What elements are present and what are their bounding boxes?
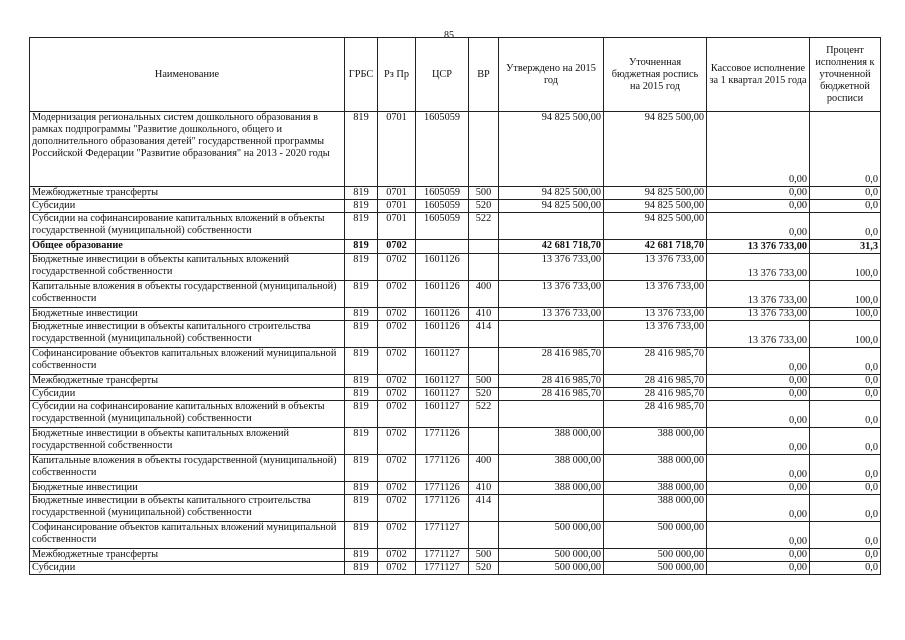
cell-grbs: 819 <box>345 401 378 428</box>
table-row <box>30 428 881 455</box>
cell-name: Софинансирование объектов капитальных вложений муниципальной собственности <box>30 522 345 549</box>
cell-csr: 1605059 <box>416 112 469 187</box>
cell-approved: 388 000,00 <box>499 428 604 455</box>
cell-percent: 100,0 <box>810 321 881 348</box>
cell-percent: 0,0 <box>810 388 881 401</box>
table-row <box>30 562 881 575</box>
cell-refined: 13 376 733,00 <box>604 321 707 348</box>
cell-csr: 1601127 <box>416 401 469 428</box>
cell-refined: 28 416 985,70 <box>604 375 707 388</box>
cell-rzpr: 0702 <box>378 254 416 281</box>
cell-vr <box>469 112 499 187</box>
cell-grbs: 819 <box>345 254 378 281</box>
cell-rzpr: 0702 <box>378 240 416 254</box>
table-row <box>30 200 881 213</box>
table-row <box>30 401 881 428</box>
cell-vr: 500 <box>469 187 499 200</box>
cell-vr: 500 <box>469 375 499 388</box>
table-row <box>30 254 881 281</box>
cell-refined: 388 000,00 <box>604 455 707 482</box>
header-cash: Кассовое исполнение за 1 квартал 2015 года <box>707 38 810 112</box>
cell-name: Бюджетные инвестиции в объекты капитальных вложений государственной собственности <box>30 254 345 281</box>
cell-vr: 410 <box>469 308 499 321</box>
cell-refined: 500 000,00 <box>604 549 707 562</box>
cell-percent: 0,0 <box>810 375 881 388</box>
cell-name: Субсидии <box>30 388 345 401</box>
header-name: Наименование <box>30 38 345 112</box>
cell-approved: 28 416 985,70 <box>499 388 604 401</box>
cell-cash: 0,00 <box>707 388 810 401</box>
cell-grbs: 819 <box>345 281 378 308</box>
cell-csr: 1771127 <box>416 522 469 549</box>
table-row <box>30 482 881 495</box>
cell-vr: 410 <box>469 482 499 495</box>
cell-grbs: 819 <box>345 428 378 455</box>
cell-percent: 0,0 <box>810 495 881 522</box>
table-row <box>30 549 881 562</box>
cell-csr: 1601126 <box>416 254 469 281</box>
cell-csr <box>416 240 469 254</box>
cell-rzpr: 0701 <box>378 112 416 187</box>
cell-cash: 0,00 <box>707 375 810 388</box>
header-percent: Процент исполнения к уточненной бюджетной росписи <box>810 38 881 112</box>
cell-rzpr: 0702 <box>378 321 416 348</box>
header-grbs: ГРБС <box>345 38 378 112</box>
header-approved: Утверждено на 2015 год <box>499 38 604 112</box>
cell-rzpr: 0702 <box>378 495 416 522</box>
cell-percent: 0,0 <box>810 549 881 562</box>
cell-cash: 0,00 <box>707 562 810 575</box>
cell-vr: 520 <box>469 388 499 401</box>
cell-cash: 0,00 <box>707 428 810 455</box>
cell-approved: 500 000,00 <box>499 562 604 575</box>
table-row <box>30 348 881 375</box>
cell-cash: 13 376 733,00 <box>707 308 810 321</box>
cell-approved: 94 825 500,00 <box>499 200 604 213</box>
cell-csr: 1601127 <box>416 388 469 401</box>
cell-name: Бюджетные инвестиции в объекты капитальных вложений государственной собственности <box>30 428 345 455</box>
table-row <box>30 495 881 522</box>
cell-csr: 1771126 <box>416 482 469 495</box>
cell-rzpr: 0702 <box>378 375 416 388</box>
table-row <box>30 240 881 254</box>
cell-percent: 31,3 <box>810 240 881 254</box>
cell-approved: 28 416 985,70 <box>499 375 604 388</box>
cell-name: Субсидии на софинансирование капитальных вложений в объекты государственной (муниципальной) собственности <box>30 401 345 428</box>
cell-cash: 0,00 <box>707 549 810 562</box>
cell-rzpr: 0702 <box>378 562 416 575</box>
cell-vr: 414 <box>469 321 499 348</box>
page-number: 85 <box>444 30 454 41</box>
cell-approved: 13 376 733,00 <box>499 254 604 281</box>
cell-rzpr: 0701 <box>378 213 416 240</box>
cell-approved: 13 376 733,00 <box>499 281 604 308</box>
cell-vr: 414 <box>469 495 499 522</box>
cell-name: Бюджетные инвестиции <box>30 308 345 321</box>
cell-approved: 500 000,00 <box>499 522 604 549</box>
cell-grbs: 819 <box>345 213 378 240</box>
budget-table <box>29 37 881 575</box>
cell-cash: 13 376 733,00 <box>707 321 810 348</box>
cell-cash: 13 376 733,00 <box>707 281 810 308</box>
table-row <box>30 213 881 240</box>
cell-csr: 1601127 <box>416 348 469 375</box>
cell-cash: 0,00 <box>707 482 810 495</box>
table-row <box>30 455 881 482</box>
table-row <box>30 112 881 187</box>
cell-csr: 1771126 <box>416 495 469 522</box>
table-row <box>30 187 881 200</box>
cell-name: Субсидии <box>30 200 345 213</box>
cell-csr: 1605059 <box>416 200 469 213</box>
cell-csr: 1601126 <box>416 308 469 321</box>
cell-csr: 1771127 <box>416 549 469 562</box>
table-row <box>30 321 881 348</box>
cell-approved: 13 376 733,00 <box>499 308 604 321</box>
cell-rzpr: 0702 <box>378 388 416 401</box>
cell-refined: 388 000,00 <box>604 495 707 522</box>
table-row <box>30 375 881 388</box>
cell-cash: 0,00 <box>707 213 810 240</box>
cell-vr <box>469 240 499 254</box>
cell-grbs: 819 <box>345 200 378 213</box>
cell-name: Бюджетные инвестиции <box>30 482 345 495</box>
cell-grbs: 819 <box>345 482 378 495</box>
cell-rzpr: 0702 <box>378 348 416 375</box>
cell-percent: 0,0 <box>810 200 881 213</box>
cell-vr: 522 <box>469 213 499 240</box>
cell-approved <box>499 495 604 522</box>
cell-refined: 28 416 985,70 <box>604 388 707 401</box>
cell-name: Бюджетные инвестиции в объекты капитального строительства государственной (муниципальной) собственности <box>30 495 345 522</box>
cell-percent: 0,0 <box>810 482 881 495</box>
cell-cash: 0,00 <box>707 200 810 213</box>
cell-vr: 520 <box>469 200 499 213</box>
cell-approved <box>499 213 604 240</box>
cell-cash: 0,00 <box>707 522 810 549</box>
cell-refined: 13 376 733,00 <box>604 308 707 321</box>
cell-csr: 1605059 <box>416 187 469 200</box>
cell-percent: 0,0 <box>810 522 881 549</box>
cell-percent: 0,0 <box>810 401 881 428</box>
cell-grbs: 819 <box>345 375 378 388</box>
cell-refined: 94 825 500,00 <box>604 187 707 200</box>
cell-approved: 388 000,00 <box>499 455 604 482</box>
cell-name: Межбюджетные трансферты <box>30 375 345 388</box>
cell-csr: 1601126 <box>416 321 469 348</box>
cell-grbs: 819 <box>345 348 378 375</box>
cell-approved <box>499 321 604 348</box>
cell-refined: 28 416 985,70 <box>604 348 707 375</box>
cell-percent: 0,0 <box>810 428 881 455</box>
cell-name: Субсидии <box>30 562 345 575</box>
cell-name: Капитальные вложения в объекты государственной (муниципальной) собственности <box>30 281 345 308</box>
cell-grbs: 819 <box>345 308 378 321</box>
header-refined: Уточненная бюджетная роспись на 2015 год <box>604 38 707 112</box>
cell-vr <box>469 348 499 375</box>
cell-csr: 1601127 <box>416 375 469 388</box>
table-row <box>30 522 881 549</box>
table-row <box>30 308 881 321</box>
cell-csr: 1771127 <box>416 562 469 575</box>
table-row <box>30 281 881 308</box>
cell-rzpr: 0702 <box>378 281 416 308</box>
cell-grbs: 819 <box>345 187 378 200</box>
cell-vr <box>469 428 499 455</box>
cell-name: Капитальные вложения в объекты государственной (муниципальной) собственности <box>30 455 345 482</box>
cell-percent: 0,0 <box>810 348 881 375</box>
cell-approved <box>499 401 604 428</box>
cell-approved: 500 000,00 <box>499 549 604 562</box>
cell-rzpr: 0701 <box>378 187 416 200</box>
cell-rzpr: 0702 <box>378 455 416 482</box>
cell-cash: 0,00 <box>707 495 810 522</box>
cell-percent: 0,0 <box>810 455 881 482</box>
cell-grbs: 819 <box>345 522 378 549</box>
cell-vr: 400 <box>469 455 499 482</box>
cell-refined: 388 000,00 <box>604 428 707 455</box>
cell-percent: 100,0 <box>810 308 881 321</box>
cell-grbs: 819 <box>345 549 378 562</box>
cell-grbs: 819 <box>345 495 378 522</box>
cell-name: Бюджетные инвестиции в объекты капитального строительства государственной (муниципальной) собственности <box>30 321 345 348</box>
table-row <box>30 388 881 401</box>
cell-grbs: 819 <box>345 240 378 254</box>
cell-refined: 388 000,00 <box>604 482 707 495</box>
cell-refined: 94 825 500,00 <box>604 213 707 240</box>
cell-cash: 0,00 <box>707 401 810 428</box>
cell-csr: 1601126 <box>416 281 469 308</box>
cell-grbs: 819 <box>345 112 378 187</box>
cell-cash: 0,00 <box>707 112 810 187</box>
cell-refined: 500 000,00 <box>604 522 707 549</box>
cell-approved: 94 825 500,00 <box>499 112 604 187</box>
cell-percent: 100,0 <box>810 281 881 308</box>
cell-rzpr: 0702 <box>378 401 416 428</box>
header-rzpr: Рз Пр <box>378 38 416 112</box>
cell-cash: 0,00 <box>707 348 810 375</box>
cell-vr <box>469 254 499 281</box>
cell-csr: 1771126 <box>416 428 469 455</box>
cell-name: Межбюджетные трансферты <box>30 187 345 200</box>
cell-rzpr: 0702 <box>378 482 416 495</box>
cell-cash: 13 376 733,00 <box>707 254 810 281</box>
cell-rzpr: 0702 <box>378 522 416 549</box>
cell-csr: 1771126 <box>416 455 469 482</box>
cell-vr: 400 <box>469 281 499 308</box>
cell-vr: 520 <box>469 562 499 575</box>
cell-vr: 500 <box>469 549 499 562</box>
cell-rzpr: 0701 <box>378 200 416 213</box>
cell-vr: 522 <box>469 401 499 428</box>
cell-percent: 0,0 <box>810 187 881 200</box>
cell-cash: 0,00 <box>707 455 810 482</box>
cell-percent: 0,0 <box>810 213 881 240</box>
cell-rzpr: 0702 <box>378 308 416 321</box>
cell-refined: 42 681 718,70 <box>604 240 707 254</box>
cell-rzpr: 0702 <box>378 549 416 562</box>
cell-refined: 94 825 500,00 <box>604 112 707 187</box>
cell-grbs: 819 <box>345 562 378 575</box>
cell-grbs: 819 <box>345 455 378 482</box>
cell-refined: 94 825 500,00 <box>604 200 707 213</box>
cell-percent: 0,0 <box>810 562 881 575</box>
cell-refined: 500 000,00 <box>604 562 707 575</box>
cell-approved: 94 825 500,00 <box>499 187 604 200</box>
cell-grbs: 819 <box>345 321 378 348</box>
cell-name: Субсидии на софинансирование капитальных вложений в объекты государственной (муниципальной) собственности <box>30 213 345 240</box>
cell-grbs: 819 <box>345 388 378 401</box>
cell-vr <box>469 522 499 549</box>
cell-cash: 13 376 733,00 <box>707 240 810 254</box>
cell-percent: 0,0 <box>810 112 881 187</box>
cell-refined: 13 376 733,00 <box>604 281 707 308</box>
cell-approved: 388 000,00 <box>499 482 604 495</box>
cell-refined: 13 376 733,00 <box>604 254 707 281</box>
table-body <box>30 112 881 575</box>
cell-percent: 100,0 <box>810 254 881 281</box>
header-row <box>30 38 881 112</box>
header-vr: ВР <box>469 38 499 112</box>
cell-name: Общее образование <box>30 240 345 254</box>
cell-approved: 42 681 718,70 <box>499 240 604 254</box>
cell-cash: 0,00 <box>707 187 810 200</box>
cell-refined: 28 416 985,70 <box>604 401 707 428</box>
cell-name: Софинансирование объектов капитальных вложений муниципальной собственности <box>30 348 345 375</box>
cell-rzpr: 0702 <box>378 428 416 455</box>
header-csr: ЦСР <box>416 38 469 112</box>
cell-name: Модернизация региональных систем дошкольного образования в рамках подпрограммы "Развитие дошкольного, общего и дополнительного образования детей" государственной программы Российской Федерации "Развитие образования" на 2013 - 2020 годы <box>30 112 345 187</box>
cell-name: Межбюджетные трансферты <box>30 549 345 562</box>
cell-csr: 1605059 <box>416 213 469 240</box>
cell-approved: 28 416 985,70 <box>499 348 604 375</box>
